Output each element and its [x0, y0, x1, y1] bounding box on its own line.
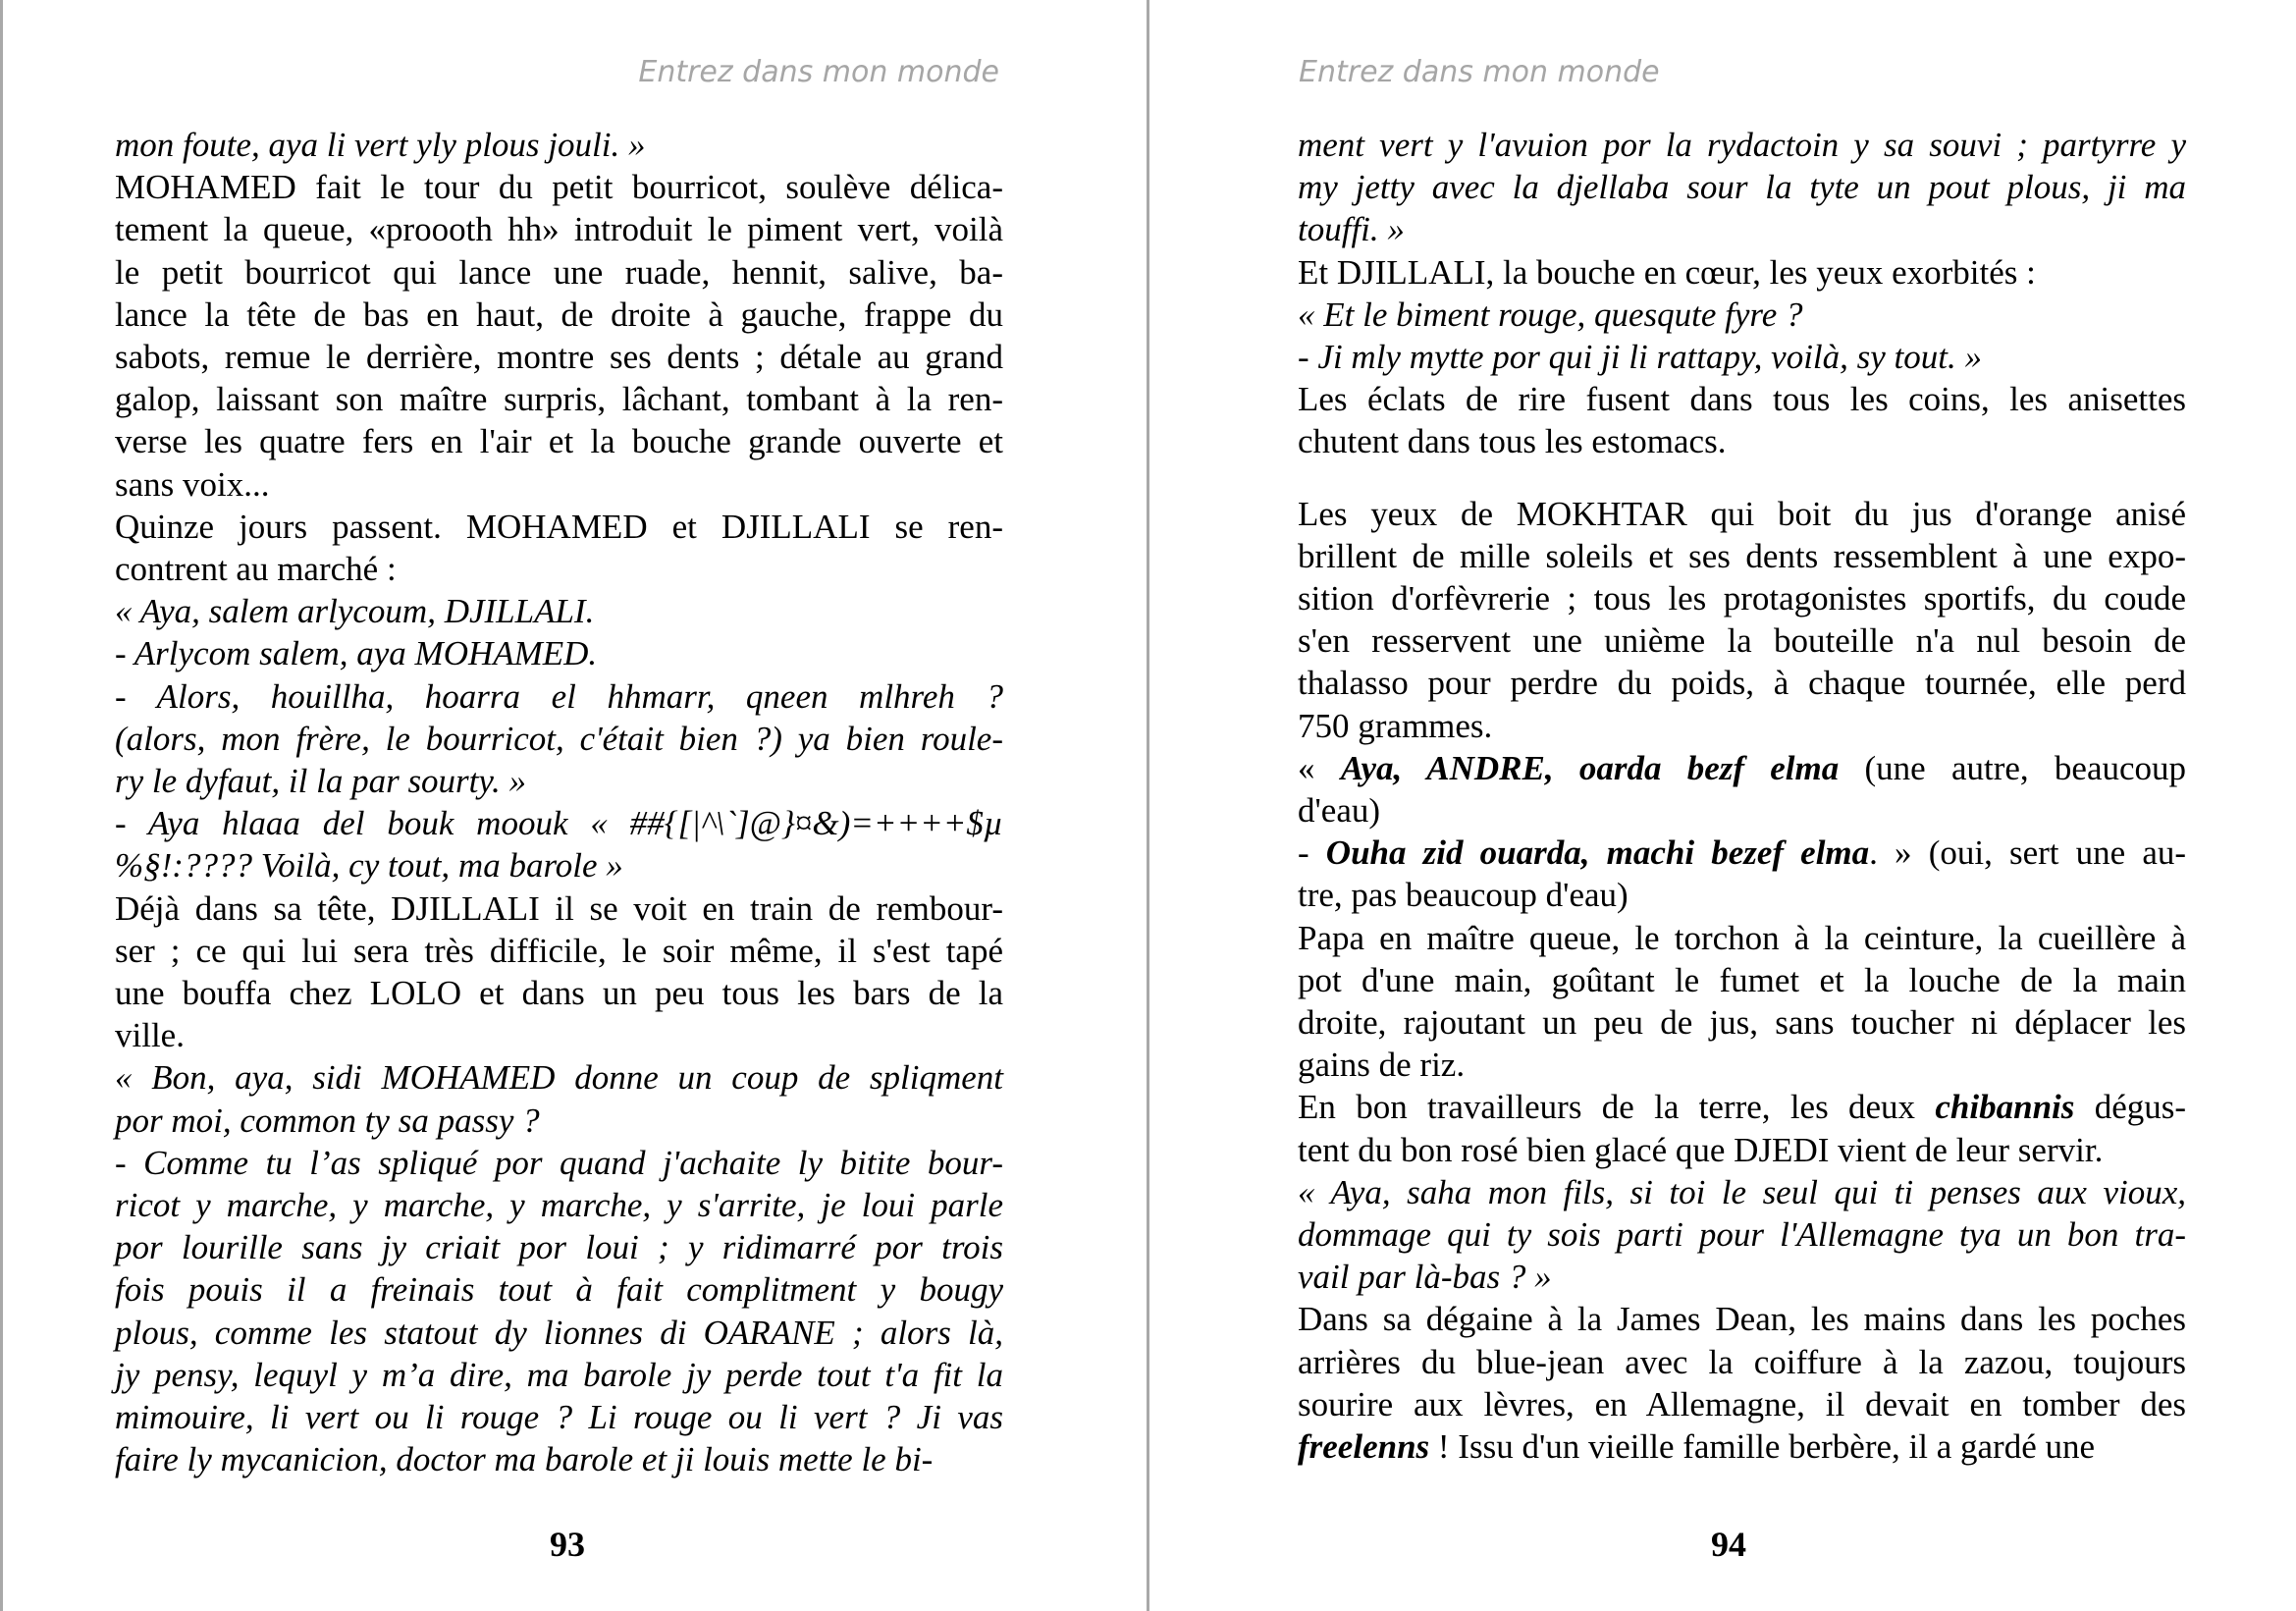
running-head: Entrez dans mon monde [638, 55, 999, 89]
text-line: tre, pas beaucoup d'eau) [1298, 876, 1629, 915]
text-line: s'en resservent une unième la bouteille n'a nul besoin de [1298, 621, 2186, 661]
text-line: my jetty avec la djellaba sour la tyte un pout plous, ji ma [1298, 168, 2186, 207]
text-line: brillent de mille soleils et ses dents ressemblent à une expo- [1298, 536, 2186, 575]
text-line: « Bon, aya, sidi MOHAMED donne un coup de spliqment [115, 1058, 1003, 1098]
text-line: le petit bourricot qui lance une ruade, hennit, salive, ba- [115, 252, 1003, 292]
text-run: (une autre, beaucoup [1839, 748, 2187, 787]
text-line: sabots, remue le derrière, montre ses dents ; détale au grand [115, 338, 1003, 377]
text-line: chutent dans tous les estomacs. [1298, 422, 1727, 461]
text-line: d'eau) [1298, 791, 1381, 831]
text-line: pot d'une main, goûtant le fumet et la louche de la main [1298, 960, 2186, 999]
text-run: En bon travailleurs de la terre, les deux [1298, 1088, 1936, 1127]
text-line: Dans sa dégaine à la James Dean, les mains dans les poches [1298, 1300, 2186, 1339]
text-line [1298, 747, 2186, 789]
text-line: fois pouis il a freinais tout à fait complitment y bougy [115, 1270, 1003, 1310]
text-line: galop, laissant son maître surpris, lâchant, tombant à la ren- [115, 380, 1003, 419]
text-line: « Aya, saha mon fils, si toi le seul qui ti penses aux vioux, [1298, 1172, 2186, 1211]
text-line: - Aya hlaaa del bouk moouk « ##{[|^\`]@}¤&)=++++$µ [115, 804, 1003, 843]
text-line: gains de riz. [1298, 1046, 1466, 1085]
text-line: - Ji mly mytte por qui ji li rattapy, voilà, sy tout. » [1298, 338, 1982, 377]
text-line: - Arlycom salem, aya MOHAMED. [115, 634, 598, 673]
text-line: mon foute, aya li vert yly plous jouli. » [115, 126, 646, 164]
text-line [1298, 1425, 2186, 1468]
emphasis-text: freelenns [1298, 1427, 1430, 1467]
text-run: « [1298, 748, 1341, 787]
text-line: por moi, common ty sa passy ? [115, 1101, 540, 1140]
text-line: touffi. » [1298, 210, 1405, 249]
text-line [1298, 1086, 2186, 1128]
text-run: - [1298, 833, 1326, 873]
text-line: ry le dyfaut, il la par sourty. » [115, 762, 527, 801]
emphasis-text: Ouha zid ouarda, machi bezef elma [1325, 833, 1870, 873]
text-line: une bouffa chez LOLO et dans un peu tous les bars de la [115, 974, 1003, 1013]
text-line: Et DJILLALI, la bouche en cœur, les yeux exorbités : [1298, 252, 2036, 292]
text-line: jy pensy, lequyl y m’a dire, ma barole jy perde tout t'a fit la [115, 1355, 1003, 1394]
text-line: « Aya, salem arlycoum, DJILLALI. [115, 592, 595, 631]
text-line: tement la queue, «proooth hh» introduit le piment vert, voilà [115, 210, 1003, 249]
page-number: 93 [550, 1525, 585, 1564]
text-line: Déjà dans sa tête, DJILLALI il se voit en train de rembour- [115, 888, 1003, 928]
text-line: verse les quatre fers en l'air et la bouche grande ouverte et [115, 422, 1003, 461]
text-line: Les yeux de MOKHTAR qui boit du jus d'orange anisé [1298, 494, 2186, 533]
text-line: ville. [115, 1016, 185, 1055]
text-line: vail par là-bas ? » [1298, 1258, 1552, 1297]
text-line: MOHAMED fait le tour du petit bourricot, soulève délica- [115, 168, 1003, 207]
text-line: thalasso pour perdre du poids, à chaque tournée, elle perd [1298, 664, 2186, 703]
emphasis-text: Aya, ANDRE, oarda bezf elma [1340, 748, 1840, 787]
text-line: arrières du blue-jean avec la coiffure à la zazou, toujours [1298, 1342, 2186, 1381]
text-line: sition d'orfèvrerie ; tous les protagonistes sportifs, du coude [1298, 579, 2186, 618]
text-line: Papa en maître queue, le torchon à la ceinture, la cueillère à [1298, 918, 2186, 957]
text-line: - Alors, houillha, hoarra el hhmarr, qneen mlhreh ? [115, 676, 1003, 716]
text-line: - Comme tu l’as spliqué por quand j'achaite ly bitite bour- [115, 1143, 1003, 1182]
text-line: contrent au marché : [115, 550, 397, 589]
text-line: « Et le biment rouge, quesqute fyre ? [1298, 295, 1803, 334]
text-line: por lourille sans jy criait por loui ; y ridimarré por trois [115, 1228, 1003, 1267]
text-run: ! Issu d'un vieille famille berbère, il a gardé une [1429, 1427, 2096, 1467]
text-line: %§!:???? Voilà, cy tout, ma barole » [115, 846, 623, 886]
text-line: Les éclats de rire fusent dans tous les coins, les anisettes [1298, 380, 2186, 419]
text-run: . » (oui, sert une au- [1869, 833, 2187, 873]
text-line: ricot y marche, y marche, y marche, y s'arrite, je loui parle [115, 1186, 1003, 1225]
text-line: droite, rajoutant un peu de jus, sans toucher ni déplacer les [1298, 1003, 2186, 1043]
text-line: Quinze jours passent. MOHAMED et DJILLALI se ren- [115, 507, 1003, 546]
text-line: mimouire, li vert ou li rouge ? Li rouge ou li vert ? Ji vas [115, 1398, 1003, 1437]
text-line: lance la tête de bas en haut, de droite à gauche, frappe du [115, 295, 1003, 334]
text-run: dégus- [2074, 1088, 2186, 1127]
page-body [115, 124, 1003, 1481]
text-line: dommage qui ty sois parti pour l'Allemagne tya un bon tra- [1298, 1215, 2186, 1255]
page-body [1298, 124, 2186, 1468]
emphasis-text: chibannis [1935, 1088, 2075, 1127]
text-line: ser ; ce qui lui sera très difficile, le soir même, il s'est tapé [115, 931, 1003, 970]
text-line: (alors, mon frère, le bourricot, c'était bien ?) ya bien roule- [115, 719, 1003, 758]
text-line: plous, comme les statout dy lionnes di OARANE ; alors là, [115, 1313, 1003, 1352]
text-line: tent du bon rosé bien glacé que DJEDI vient de leur servir. [1298, 1130, 2104, 1169]
text-line: 750 grammes. [1298, 706, 1493, 745]
text-line: sans voix... [115, 464, 270, 504]
text-line: sourire aux lèvres, en Allemagne, il devait en tomber des [1298, 1384, 2186, 1423]
text-line: ment vert y l'avuion por la rydactoin y sa souvi ; partyrre y [1298, 126, 2186, 164]
text-line [1298, 832, 2186, 874]
left-page [0, 0, 1147, 1611]
text-line: faire ly mycanicion, doctor ma barole et ji louis mette le bi- [115, 1440, 934, 1479]
running-head: Entrez dans mon monde [1299, 55, 1660, 89]
right-page [1149, 0, 2296, 1611]
page-number: 94 [1711, 1525, 1746, 1564]
